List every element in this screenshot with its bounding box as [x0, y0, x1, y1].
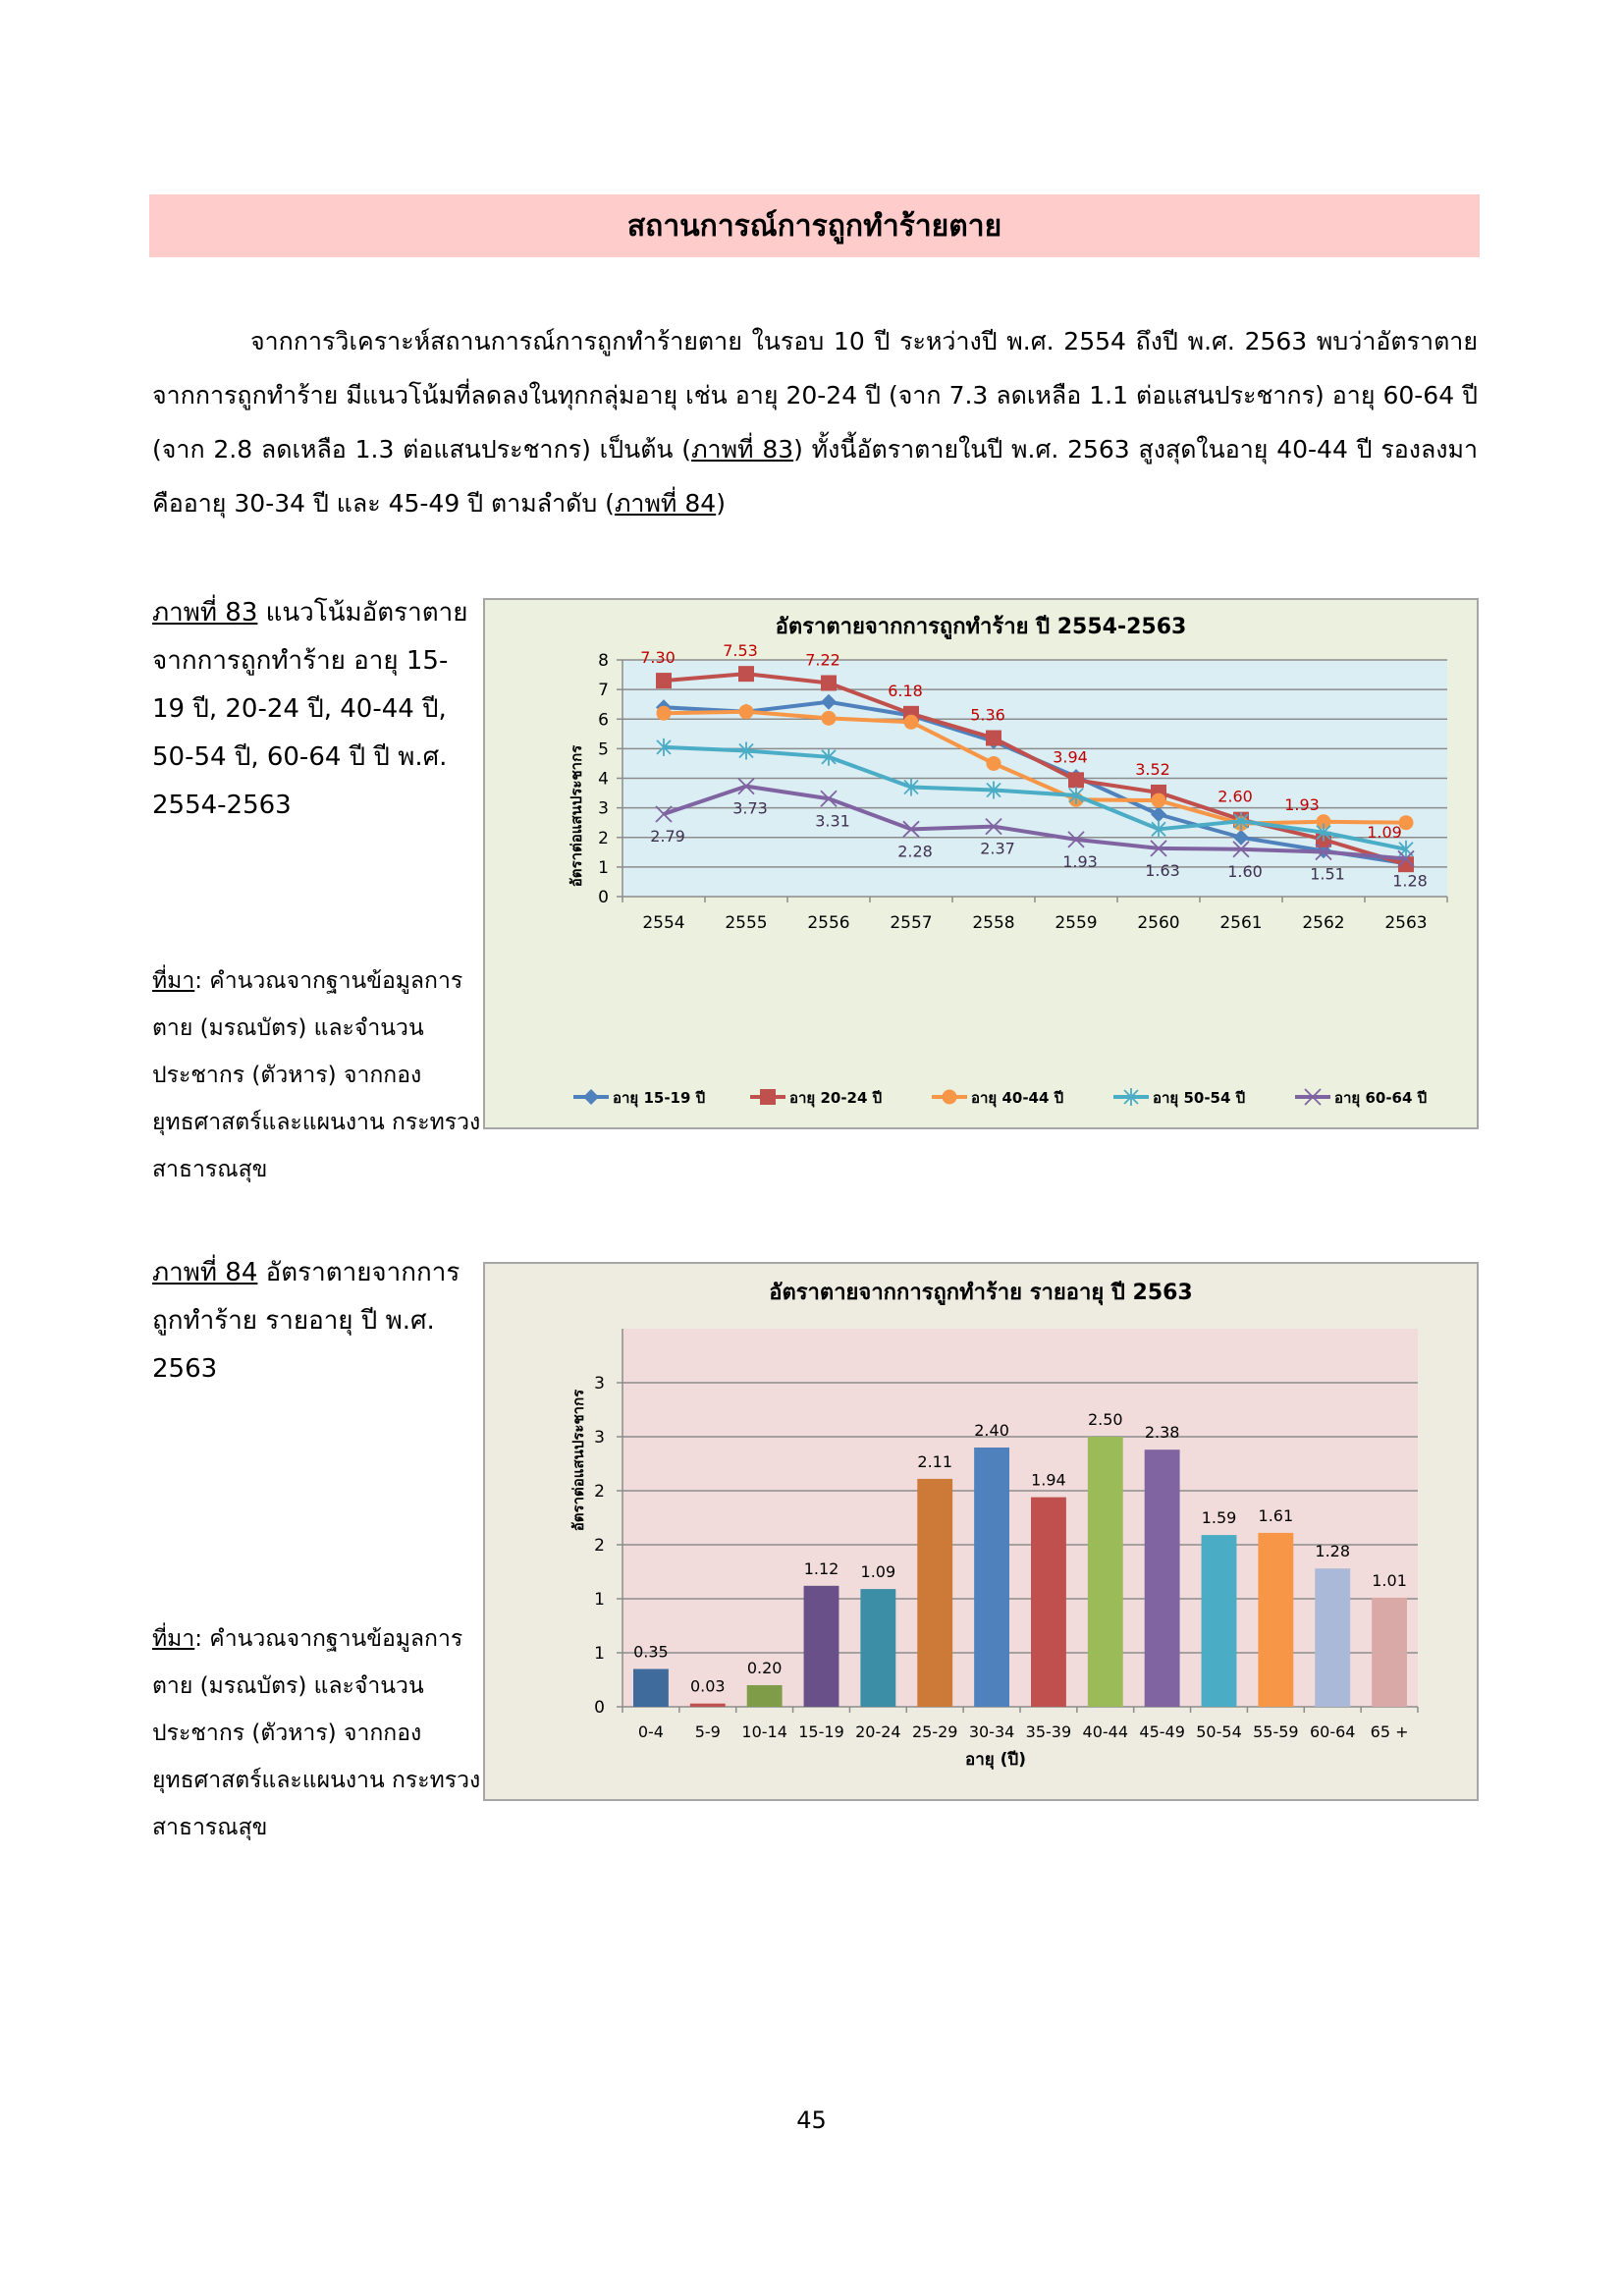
line-chart-data-point — [656, 673, 672, 688]
line-chart-x-tick-label: 2556 — [807, 913, 850, 933]
line-chart-legend-item — [1295, 1089, 1427, 1108]
line-chart-data-label: 2.60 — [1217, 787, 1253, 806]
line-chart-y-tick-label: 6 — [598, 710, 609, 731]
bar-chart-data-label: 2.40 — [974, 1421, 1009, 1440]
bar-chart-bar — [860, 1589, 895, 1707]
line-chart-data-label: 1.63 — [1145, 860, 1180, 880]
line-chart-x-tick-label: 2557 — [890, 913, 933, 933]
line-chart-legend-label: อายุ 20-24 ปี — [789, 1089, 883, 1107]
line-chart-data-label: 3.73 — [732, 798, 768, 818]
line-chart-title: อัตราตายจากการถูกทำร้าย ปี 2554-2563 — [775, 615, 1187, 639]
bar-chart-bar — [974, 1448, 1009, 1707]
bar-chart-bar — [1031, 1498, 1066, 1707]
figure-83-label: ภาพที่ 83 — [152, 598, 258, 628]
line-chart-legend-label: อายุ 40-44 ปี — [971, 1089, 1064, 1107]
line-chart-data-label: 1.60 — [1227, 861, 1263, 881]
line-chart-x-tick-label: 2559 — [1055, 913, 1098, 933]
line-chart-data-label: 7.53 — [723, 641, 758, 661]
page-number: 45 — [796, 2106, 827, 2134]
figure-83-caption — [152, 589, 476, 830]
line-chart-legend — [573, 1088, 1427, 1108]
section-title-banner — [149, 194, 1480, 257]
figure-83-source-text: : คำนวณจากฐานข้อมูลการตาย (มรณบัตร) และจำนวนประชากร (ตัวหาร) จากกองยุทธศาสตร์และแผนงาน กระทรวงสาธารณสุข — [152, 968, 481, 1182]
line-chart-plot — [573, 641, 1447, 1108]
line-chart-y-axis-label: อัตราต่อแสนประชากร — [568, 744, 585, 888]
line-chart-data-label: 7.30 — [640, 648, 676, 668]
bar-chart-x-axis-label: อายุ (ปี) — [965, 1750, 1026, 1770]
line-chart-x-tick-label: 2560 — [1137, 913, 1180, 933]
line-chart-data-label: 1.28 — [1392, 871, 1428, 891]
bar-chart-bar — [1258, 1533, 1293, 1707]
bar-chart-x-tick-label: 30-34 — [968, 1722, 1015, 1741]
bar-chart-data-label: 0.03 — [689, 1676, 726, 1696]
bar-chart-data-label: 2.50 — [1087, 1410, 1123, 1429]
line-chart-y-tick-label: 5 — [598, 739, 609, 760]
line-chart-legend-label: อายุ 50-54 ปี — [1153, 1089, 1246, 1107]
bar-chart-container — [483, 1262, 1479, 1801]
line-chart-y-tick-label: 0 — [598, 888, 609, 907]
line-chart-data-point — [987, 756, 1001, 771]
line-chart-x-tick-label: 2558 — [972, 913, 1015, 933]
line-chart — [485, 600, 1477, 1127]
line-chart-data-point — [821, 675, 837, 690]
bar-chart-x-tick-label: 40-44 — [1082, 1722, 1129, 1741]
bar-chart-bar — [633, 1669, 669, 1708]
line-chart-data-label: 3.31 — [815, 811, 850, 831]
figure-84-reference: ภาพที่ 84 — [614, 489, 717, 518]
figure-83-source-label: ที่มา — [152, 968, 195, 994]
bar-chart-x-tick-label: 5-9 — [694, 1722, 721, 1741]
bar-chart-data-label: 1.59 — [1201, 1508, 1237, 1528]
bar-chart-y-axis-label: อัตราต่อแสนประชากร — [569, 1389, 587, 1532]
bar-chart-bar — [1145, 1449, 1180, 1707]
bar-chart-bar — [1315, 1568, 1350, 1707]
figure-84-source-label: ที่มา — [152, 1626, 195, 1652]
line-chart-legend-item — [750, 1089, 882, 1108]
figure-83-source — [152, 957, 486, 1193]
bar-chart-plot-area — [622, 1329, 1418, 1707]
bar-chart-x-tick-label: 0-4 — [637, 1722, 664, 1741]
bar-chart-x-tick-label: 15-19 — [798, 1722, 844, 1741]
line-chart-data-label: 6.18 — [888, 681, 923, 700]
bar-chart-x-tick-label: 35-39 — [1025, 1722, 1072, 1741]
bar-chart-y-tick-label: 3 — [594, 1374, 605, 1394]
line-chart-x-tick-label: 2563 — [1384, 913, 1428, 933]
line-chart-y-tick-label: 1 — [598, 857, 609, 878]
line-chart-container — [483, 598, 1479, 1129]
bar-chart-data-label: 1.12 — [803, 1558, 839, 1578]
bar-chart-bar — [1372, 1598, 1407, 1707]
line-chart-data-label: 1.51 — [1310, 864, 1345, 884]
line-chart-data-label: 5.36 — [970, 705, 1005, 725]
section-title: สถานการณ์การถูกทำร้ายตาย — [626, 208, 1002, 244]
bar-chart-y-tick-label: 1 — [594, 1644, 605, 1664]
bar-chart-y-tick-label: 1 — [594, 1590, 605, 1610]
bar-chart-y-tick-label: 2 — [594, 1536, 605, 1556]
bar-chart-data-label: 1.94 — [1031, 1470, 1066, 1490]
line-chart-y-tick-label: 4 — [598, 769, 609, 790]
bar-chart-title: อัตราตายจากการถูกทำร้าย รายอายุ ปี 2563 — [769, 1281, 1193, 1305]
line-chart-data-point — [1152, 793, 1166, 808]
legend-marker-icon — [943, 1090, 957, 1105]
intro-text-3: ) — [716, 489, 726, 518]
line-chart-y-tick-label: 2 — [598, 828, 609, 848]
bar-chart-data-label: 2.38 — [1144, 1423, 1180, 1443]
figure-84-caption-text: อัตราตายจากการถูกทำร้าย รายอายุ ปี พ.ศ. 2563 — [152, 1258, 460, 1384]
line-chart-data-label: 2.28 — [897, 842, 933, 861]
bar-chart-plot — [594, 1329, 1418, 1741]
bar-chart-x-tick-label: 10-14 — [741, 1722, 787, 1741]
bar-chart-data-label: 0.35 — [633, 1642, 669, 1662]
line-chart-legend-label: อายุ 60-64 ปี — [1334, 1089, 1428, 1107]
line-chart-data-point — [657, 706, 672, 721]
line-chart-data-label: 3.94 — [1053, 747, 1088, 767]
line-chart-x-tick-label: 2555 — [725, 913, 768, 933]
line-chart-data-point — [738, 666, 754, 682]
bar-chart-x-tick-label: 55-59 — [1253, 1722, 1299, 1741]
figure-84-caption — [152, 1249, 476, 1394]
line-chart-data-point — [822, 711, 837, 726]
intro-text-2: ) ทั้งนี้อัตราตายในปี พ.ศ. 2563 สูงสุดในอายุ 40-44 ปี รองลงมาคืออายุ 30-34 ปี และ 45-49 ปี ตามลำดับ ( — [152, 435, 1478, 518]
figure-84-label: ภาพที่ 84 — [152, 1258, 258, 1287]
bar-chart-x-tick-label: 25-29 — [911, 1722, 958, 1741]
bar-chart-data-label: 2.11 — [917, 1451, 953, 1471]
line-chart-legend-label: อายุ 15-19 ปี — [613, 1089, 706, 1107]
legend-marker-icon — [583, 1089, 599, 1105]
line-chart-data-point — [1068, 772, 1084, 788]
bar-chart-data-label: 1.09 — [860, 1562, 896, 1582]
bar-chart-y-tick-label: 0 — [594, 1698, 605, 1718]
line-chart-y-tick-label: 7 — [598, 681, 609, 701]
intro-paragraph — [152, 314, 1478, 530]
line-chart-legend-item — [932, 1089, 1063, 1108]
bar-chart-data-label: 0.20 — [746, 1659, 783, 1677]
bar-chart-data-label: 1.28 — [1315, 1542, 1351, 1561]
bar-chart-y-tick-label: 3 — [594, 1428, 605, 1448]
bar-chart-x-tick-label: 50-54 — [1196, 1722, 1242, 1741]
line-chart-data-label: 1.09 — [1367, 822, 1402, 842]
figure-84-source — [152, 1615, 486, 1851]
line-chart-legend-item — [1113, 1088, 1245, 1108]
line-chart-data-label: 1.93 — [1062, 851, 1098, 871]
figure-83-reference: ภาพที่ 83 — [691, 435, 794, 464]
bar-chart-bar — [1202, 1535, 1237, 1707]
line-chart-x-tick-label: 2561 — [1219, 913, 1263, 933]
line-chart-data-label: 1.93 — [1284, 794, 1320, 814]
legend-marker-icon — [760, 1089, 776, 1105]
line-chart-y-tick-label: 8 — [598, 651, 609, 671]
bar-chart-x-tick-label: 60-64 — [1309, 1722, 1356, 1741]
line-chart-legend-item — [573, 1089, 705, 1108]
bar-chart-bar — [917, 1479, 952, 1707]
bar-chart-bar — [690, 1704, 726, 1707]
bar-chart-x-tick-label: 20-24 — [855, 1722, 901, 1741]
bar-chart-x-tick-label: 65 + — [1370, 1722, 1409, 1741]
bar-chart-y-tick-label: 2 — [594, 1482, 605, 1502]
bar-chart-data-label: 1.61 — [1258, 1505, 1294, 1525]
figure-83-caption-text: แนวโน้มอัตราตายจากการถูกทำร้าย อายุ 15-19 ปี, 20-24 ปี, 40-44 ปี, 50-54 ปี, 60-64 ปี ปี พ.ศ. 2554-2563 — [152, 598, 468, 820]
line-chart-data-label: 2.79 — [650, 826, 685, 846]
bar-chart-bar — [1088, 1437, 1123, 1707]
bar-chart-bar — [804, 1586, 839, 1707]
bar-chart-data-label: 1.01 — [1372, 1570, 1407, 1590]
bar-chart-bar — [747, 1685, 783, 1707]
line-chart-data-label: 3.52 — [1135, 759, 1170, 779]
bar-chart-x-tick-label: 45-49 — [1139, 1722, 1185, 1741]
line-chart-x-tick-label: 2554 — [642, 913, 685, 933]
line-chart-x-tick-label: 2562 — [1302, 913, 1345, 933]
intro-text-1: จากการวิเคราะห์สถานการณ์การถูกทำร้ายตาย ในรอบ 10 ปี ระหว่างปี พ.ศ. 2554 ถึงปี พ.ศ. 2563 พบว่าอัตราตายจากการถูกทำร้าย มีแนวโน้มที่ลดลงในทุกกลุ่มอายุ เช่น อายุ 20-24 ปี (จาก 7.3 ลดเหลือ 1.1 ต่อแสนประชากร) อายุ 60-64 ปี (จาก 2.8 ลดเหลือ 1.3 ต่อแสนประชากร) เป็นต้น ( — [152, 327, 1478, 464]
line-chart-data-point — [739, 704, 754, 719]
line-chart-data-label: 7.22 — [805, 650, 840, 670]
line-chart-data-point — [904, 715, 919, 730]
figure-84-source-text: : คำนวณจากฐานข้อมูลการตาย (มรณบัตร) และจำนวนประชากร (ตัวหาร) จากกองยุทธศาสตร์และแผนงาน กระทรวงสาธารณสุข — [152, 1626, 481, 1840]
bar-chart — [485, 1264, 1477, 1799]
line-chart-y-tick-label: 3 — [598, 798, 609, 819]
line-chart-data-label: 2.37 — [980, 839, 1015, 858]
line-chart-data-point — [986, 731, 1001, 746]
